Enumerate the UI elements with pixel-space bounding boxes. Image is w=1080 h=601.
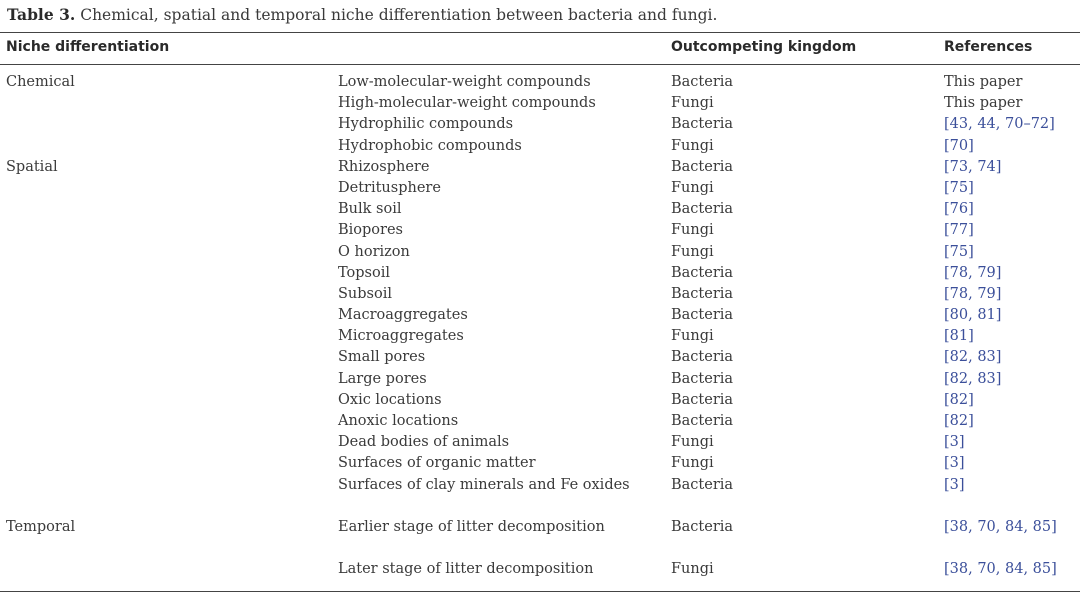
reference-link[interactable]: [70]: [944, 137, 974, 154]
kingdom-cell: Fungi: [671, 222, 714, 239]
kingdom-cell: Bacteria: [671, 74, 734, 90]
kingdom-cell: Fungi: [671, 95, 714, 112]
niche-item-cell: Low-molecular-weight compounds: [338, 74, 591, 90]
reference-link[interactable]: [75]: [944, 243, 974, 260]
table-row: [0, 199, 1080, 220]
kingdom-cell: Bacteria: [671, 285, 734, 302]
kingdom-cell: Bacteria: [671, 349, 734, 366]
niche-item-cell: Hydrophobic compounds: [338, 137, 522, 154]
niche-group-cell: Chemical: [6, 74, 75, 90]
top-rule: [0, 32, 1080, 33]
kingdom-cell: Fungi: [671, 328, 714, 345]
table-row: [0, 453, 1080, 474]
reference-link[interactable]: [82, 83]: [944, 349, 1002, 366]
kingdom-cell: Bacteria: [671, 391, 734, 408]
reference-link[interactable]: [38, 70, 84, 85]: [944, 518, 1057, 535]
reference-link[interactable]: [82]: [944, 391, 974, 408]
table-row: [0, 72, 1080, 93]
kingdom-cell: Bacteria: [671, 264, 734, 281]
table-row: [0, 157, 1080, 178]
niche-item-cell: Later stage of litter decomposition: [338, 561, 594, 578]
table-row: [0, 411, 1080, 432]
table-row: [0, 432, 1080, 453]
reference-link[interactable]: [75]: [944, 179, 974, 196]
niche-item-cell: Dead bodies of animals: [338, 434, 510, 451]
reference-link[interactable]: [81]: [944, 328, 974, 345]
niche-item-cell: Topsoil: [338, 264, 391, 281]
reference-link[interactable]: [3]: [944, 476, 965, 493]
table-row: [0, 517, 1080, 559]
reference-link[interactable]: [80, 81]: [944, 307, 1002, 324]
table-row: [0, 284, 1080, 305]
kingdom-cell: Fungi: [671, 243, 714, 260]
kingdom-cell: Fungi: [671, 561, 714, 578]
niche-item-cell: O horizon: [338, 243, 410, 260]
table-row: [0, 136, 1080, 157]
header-kingdom: Outcompeting kingdom: [671, 39, 857, 55]
reference-cell: This paper: [944, 95, 1023, 112]
table-row: [0, 326, 1080, 347]
table-row: [0, 220, 1080, 241]
reference-link[interactable]: [73, 74]: [944, 158, 1002, 175]
table-row: [0, 305, 1080, 326]
kingdom-cell: Bacteria: [671, 116, 734, 133]
reference-link[interactable]: [78, 79]: [944, 264, 1002, 281]
kingdom-cell: Bacteria: [671, 518, 734, 535]
table-row: [0, 114, 1080, 135]
kingdom-cell: Fungi: [671, 179, 714, 196]
kingdom-cell: Fungi: [671, 455, 714, 472]
kingdom-cell: Bacteria: [671, 476, 734, 493]
niche-group-cell: Temporal: [6, 518, 76, 535]
bottom-rule: [0, 591, 1080, 592]
niche-item-cell: Biopores: [338, 222, 403, 239]
kingdom-cell: Fungi: [671, 137, 714, 154]
table-row: [0, 390, 1080, 411]
kingdom-cell: Bacteria: [671, 158, 734, 175]
kingdom-cell: Bacteria: [671, 413, 734, 429]
table-row: [0, 178, 1080, 199]
header-rule: [0, 64, 1080, 65]
reference-link[interactable]: [3]: [944, 434, 965, 451]
niche-item-cell: Detritusphere: [338, 179, 441, 196]
niche-item-cell: Microaggregates: [338, 328, 464, 345]
table-label: Table 3.: [7, 5, 76, 24]
niche-item-cell: Bulk soil: [338, 201, 402, 218]
niche-item-cell: Small pores: [338, 349, 426, 366]
reference-link[interactable]: [78, 79]: [944, 285, 1002, 302]
niche-item-cell: Subsoil: [338, 285, 392, 302]
table-caption-text: Chemical, spatial and temporal niche differentiation between bacteria and fungi.: [80, 6, 718, 24]
table-row: [0, 369, 1080, 390]
reference-link[interactable]: [3]: [944, 455, 965, 472]
kingdom-cell: Bacteria: [671, 307, 734, 324]
reference-link[interactable]: [76]: [944, 201, 974, 218]
reference-link[interactable]: [77]: [944, 222, 974, 239]
niche-item-cell: Earlier stage of litter decomposition: [338, 518, 605, 535]
niche-item-cell: Anoxic locations: [338, 413, 459, 429]
table-row: [0, 347, 1080, 368]
reference-cell: This paper: [944, 74, 1023, 90]
table-row: [0, 242, 1080, 263]
table-row: [0, 263, 1080, 284]
niche-item-cell: Hydrophilic compounds: [338, 116, 514, 133]
table-body: [0, 72, 1080, 581]
header-references: References: [944, 39, 1033, 55]
niche-item-cell: Macroaggregates: [338, 307, 468, 324]
reference-link[interactable]: [82]: [944, 413, 974, 429]
kingdom-cell: Fungi: [671, 434, 714, 451]
table-row: [0, 559, 1080, 580]
table-caption: [7, 5, 717, 24]
niche-item-cell: Rhizosphere: [338, 158, 430, 175]
niche-item-cell: Surfaces of clay minerals and Fe oxides: [338, 476, 630, 493]
niche-item-cell: Surfaces of organic matter: [338, 455, 536, 472]
table-row: [0, 475, 1080, 517]
header-niche: Niche differentiation: [6, 39, 170, 55]
niche-item-cell: Oxic locations: [338, 391, 442, 408]
niche-item-cell: Large pores: [338, 370, 427, 387]
niche-group-cell: Spatial: [6, 158, 58, 175]
reference-link[interactable]: [43, 44, 70–72]: [944, 116, 1055, 133]
table-row: [0, 93, 1080, 114]
kingdom-cell: Bacteria: [671, 201, 734, 218]
niche-item-cell: High-molecular-weight compounds: [338, 95, 596, 112]
reference-link[interactable]: [38, 70, 84, 85]: [944, 561, 1057, 578]
kingdom-cell: Bacteria: [671, 370, 734, 387]
reference-link[interactable]: [82, 83]: [944, 370, 1002, 387]
